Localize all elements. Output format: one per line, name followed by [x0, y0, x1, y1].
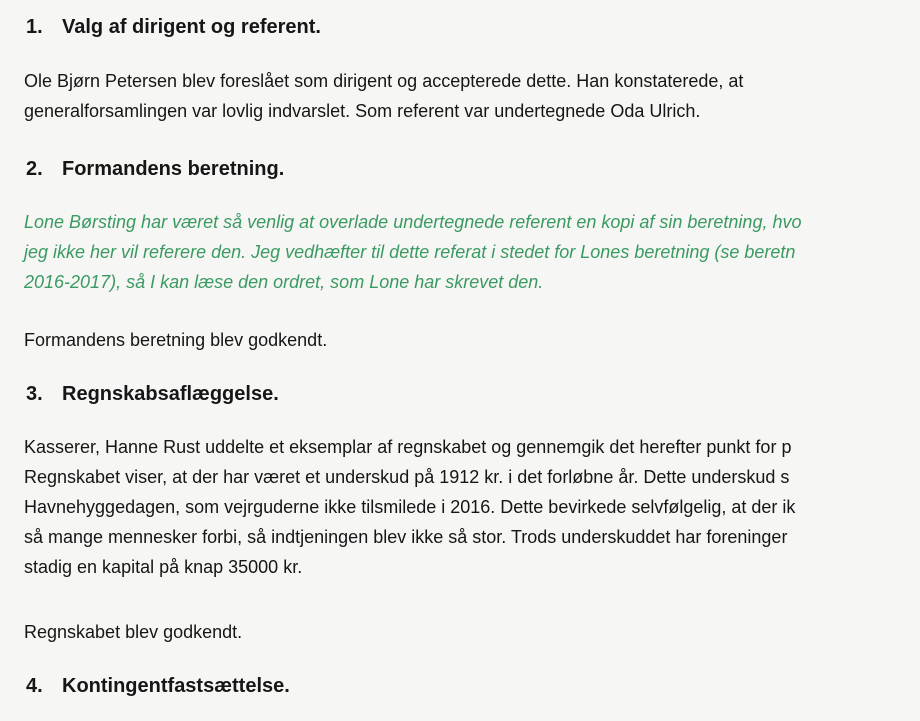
- paragraph-line: Formandens beretning blev godkendt.: [24, 330, 328, 350]
- section-title: Valg af dirigent og referent.: [62, 16, 321, 38]
- section-3-heading: [26, 383, 279, 406]
- section-3-paragraph: [24, 432, 795, 582]
- section-number: 1.: [26, 16, 43, 38]
- section-number: 3.: [26, 383, 43, 405]
- section-2-heading: [26, 158, 284, 181]
- section-title: Formandens beretning.: [62, 158, 285, 180]
- section-1-paragraph: [24, 66, 743, 126]
- section-title: Kontingentfastsættelse.: [62, 675, 290, 697]
- section-2-paragraph: [24, 325, 327, 355]
- paragraph-line: Ole Bjørn Petersen blev foreslået som dirigent og accepterede dette. Han konstaterede, at: [24, 71, 744, 91]
- note-line: Lone Børsting har været så venlig at overlade undertegnede referent en kopi af sin beretning, hvo: [24, 212, 802, 232]
- paragraph-line: Regnskabet viser, at der har været et underskud på 1912 kr. i det forløbne år. Dette underskud s: [24, 467, 790, 487]
- section-3-paragraph-2: [24, 617, 242, 647]
- section-title: Regnskabsaflæggelse.: [62, 383, 279, 405]
- paragraph-line: generalforsamlingen var lovlig indvarslet. Som referent var undertegnede Oda Ulrich.: [24, 101, 701, 121]
- note-line: jeg ikke her vil referere den. Jeg vedhæfter til dette referat i stedet for Lones beretning (se beretn: [24, 242, 796, 262]
- paragraph-line: så mange mennesker forbi, så indtjeningen blev ikke så stor. Trods underskuddet har foreninger: [24, 527, 788, 547]
- section-number: 4.: [26, 675, 43, 697]
- section-1-heading: [26, 16, 321, 39]
- section-2-note: [24, 207, 801, 297]
- paragraph-line: Havnehyggedagen, som vejrguderne ikke tilsmilede i 2016. Dette bevirkede selvfølgelig, at der ik: [24, 497, 796, 517]
- note-line: 2016-2017), så I kan læse den ordret, som Lone har skrevet den.: [24, 272, 544, 292]
- paragraph-line: Kasserer, Hanne Rust uddelte et eksemplar af regnskabet og gennemgik det herefter punkt for p: [24, 437, 792, 457]
- section-4-heading: [26, 675, 290, 698]
- paragraph-line: Regnskabet blev godkendt.: [24, 622, 243, 642]
- paragraph-line: stadig en kapital på knap 35000 kr.: [24, 557, 303, 577]
- section-number: 2.: [26, 158, 43, 180]
